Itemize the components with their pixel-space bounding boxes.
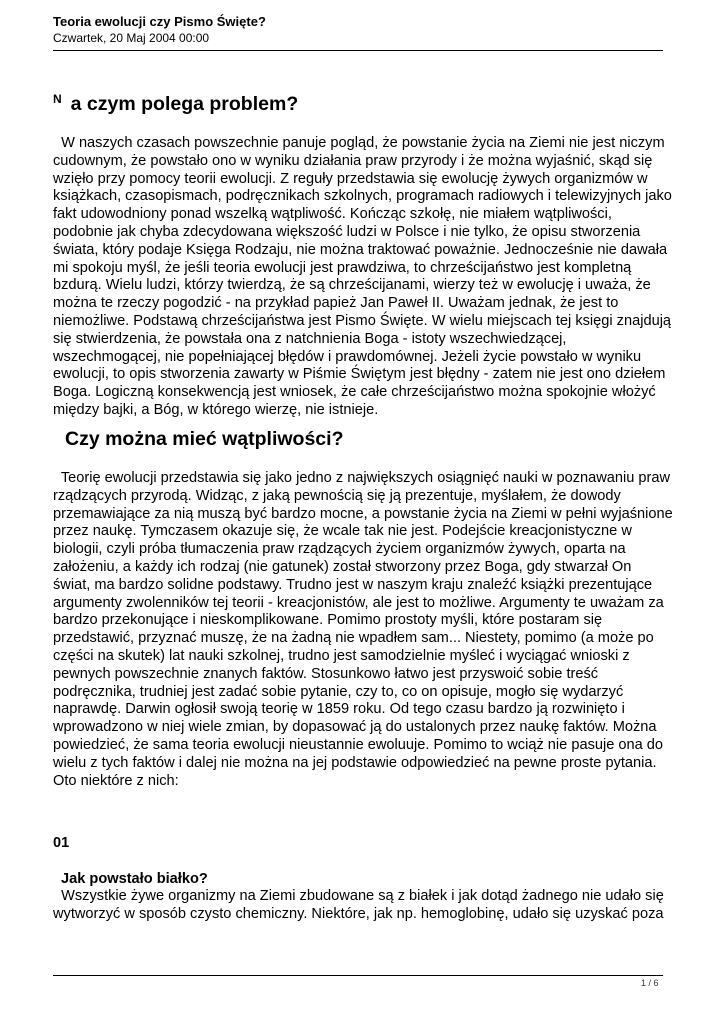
section-heading-1 (53, 92, 298, 116)
text-line: pewnych powszechnie znanych faktów. Stosunkowo łatwo jest przyswoić sobie treść (53, 665, 599, 682)
header-divider (53, 50, 663, 51)
text-line: niemożliwe. Podstawą chrześcijaństwa jest Pismo Święte. W wielu miejscach tej księgi znajdują (53, 312, 672, 329)
section-heading-2: Czy można mieć wątpliwości? (65, 428, 344, 450)
paragraph-3 (53, 888, 673, 924)
text-line: fakt udowodniony ponad wszelką wątpliwość. Kończąc szkołę, nie miałem wątpliwości, (53, 206, 612, 223)
paragraph-2 (53, 470, 673, 790)
page-number: 1 / 6 (641, 978, 659, 988)
text-line: naprawdę. Darwin ogłosił swoją teorię w 1859 roku. Od tego czasu bardzo ją rozwinięto i (53, 701, 625, 718)
text-line: świata, który podaje Księga Rodzaju, nie można traktować poważnie. Jednocześnie nie dawała (53, 241, 668, 258)
text-line: przez naukę. Tymczasem okazuje się, że wcale tak nie jest. Podejście kreacjonistyczne w (53, 523, 632, 540)
text-line: argumenty zwolenników tej teorii - kreacjonistów, ale jest to możliwe. Argumenty te uważam za (53, 594, 664, 611)
text-line: bzdurą. Wielu ludzi, którzy twierdzą, że są chrześcijanami, wierzy też w ewolucję i uważa, że (53, 277, 651, 294)
text-line: powiedzieć, że sama teoria ewolucji nieustannie ewoluuje. Pomimo to wciąż nie pasuje ona do (53, 736, 664, 753)
footer-divider (53, 975, 663, 976)
text-line: między bajki, a Bóg, w którego wierzę, nie istnieje. (53, 401, 379, 418)
heading-initial: N (53, 92, 62, 106)
text-line: książkach, czasopismach, podręcznikach szkolnych, programach radiowych i telewizyjnych jako (53, 188, 672, 205)
text-line: wielu z tych faktów i dalej nie można na jej podstawie odpowiedzieć na pewne proste pytania. (53, 754, 657, 771)
text-line: podręcznika, trudniej jest zadać sobie pytanie, czy to, co on opisuje, mogło się wydarzyć (53, 683, 624, 700)
text-line: świat, ma bardzo solidne podstawy. Trudno jest w naszym kraju znaleźć książki prezentujące (53, 576, 653, 593)
text-line: rządzących przyrodą. Widząc, z jaką pewnością się ją prezentuje, myślałem, że dowody (53, 487, 621, 504)
text-line: założeniu, a każdy ich rodzaj (nie gatunek) został stworzony przez Boga, gdy stwarzał On (53, 558, 632, 575)
text-line: cudownym, że powstało ono w wyniku działania praw przyrody i że można wyjaśnić, skąd się (53, 152, 653, 169)
text-line: W naszych czasach powszechnie panuje pogląd, że powstanie życia na Ziemi nie jest niczym (53, 135, 665, 151)
subheading: Jak powstało białko? (61, 871, 208, 887)
text-line: mi spokoju myśl, że jeśli teoria ewolucji jest prawdziwa, to chrześcijaństwo jest kompletną (53, 259, 632, 276)
text-line: Oto niektóre z nich: (53, 772, 179, 789)
paragraph-1 (53, 135, 673, 420)
text-line: Boga. Logiczną konsekwencją jest wniosek, że całe chrześcijaństwo można spokojnie włożyć (53, 384, 656, 401)
text-line: przemawiające za nią muszą być bardzo mocne, a powstanie życia na Ziemi w pełni wyjaśnione (53, 505, 673, 522)
text-line: wzięło przy pomocy teorii ewolucji. Z reguły przedstawia się ewolucję żywych organizmów w (53, 170, 648, 187)
text-line: ewolucji, to opis stworzenia zawarty w Piśmie Świętym jest błędny - zatem nie jest ono dziełem (53, 366, 666, 383)
text-line: przedstawić, przyznać muszę, że na żadną nie wpadłem sam... Niestety, pomimo (a może po (53, 630, 654, 647)
heading-text: a czym polega problem? (70, 93, 299, 115)
document-title: Teoria ewolucji czy Pismo Święte? (53, 14, 266, 29)
section-number: 01 (53, 835, 70, 851)
text-line: Wszystkie żywe organizmy na Ziemi zbudowane są z białek i jak dotąd żadnego nie udało się (53, 888, 664, 904)
text-line: się stwierdzenia, że powstała ona z natchnienia Boga - istoty wszechwiedzącej, (53, 330, 567, 347)
text-line: podobnie jak chyba zdecydowana większość ludzi w Polsce i nie tylko, że opisu stworzenia (53, 223, 641, 240)
text-line: biologii, czyli próba tłumaczenia praw rządzących życiem organizmów żywych, oparta na (53, 541, 626, 558)
text-line: wytworzyć w sposób czysto chemiczny. Niektóre, jak np. hemoglobinę, udało się uzyskać poza (53, 905, 664, 922)
text-line: Teorię ewolucji przedstawia się jako jedno z największych osiągnięć nauki w poznawaniu praw (53, 470, 671, 486)
text-line: wprowadzono w niej wiele zmian, by dopasować ją do ustalonych przez naukę faktów. Można (53, 719, 657, 736)
text-line: można te rzeczy pogodzić - na przykład papież Jan Paweł II. Uważam jednak, że jest to (53, 295, 619, 312)
document-date: Czwartek, 20 Maj 2004 00:00 (53, 31, 210, 45)
text-line: części na skutek) lat nauki szkolnej, trudno jest samodzielnie myśleć i wyciągać wnioski z (53, 647, 630, 664)
text-line: wszechmogącej, nie popełniającej błędów i prawdomównej. Jeżeli życie powstało w wyniku (53, 348, 642, 365)
document-header (53, 14, 266, 46)
text-line: bardzo przekonujące i nieskomplikowane. Pomimo prostoty myśli, które postaram się (53, 612, 603, 629)
